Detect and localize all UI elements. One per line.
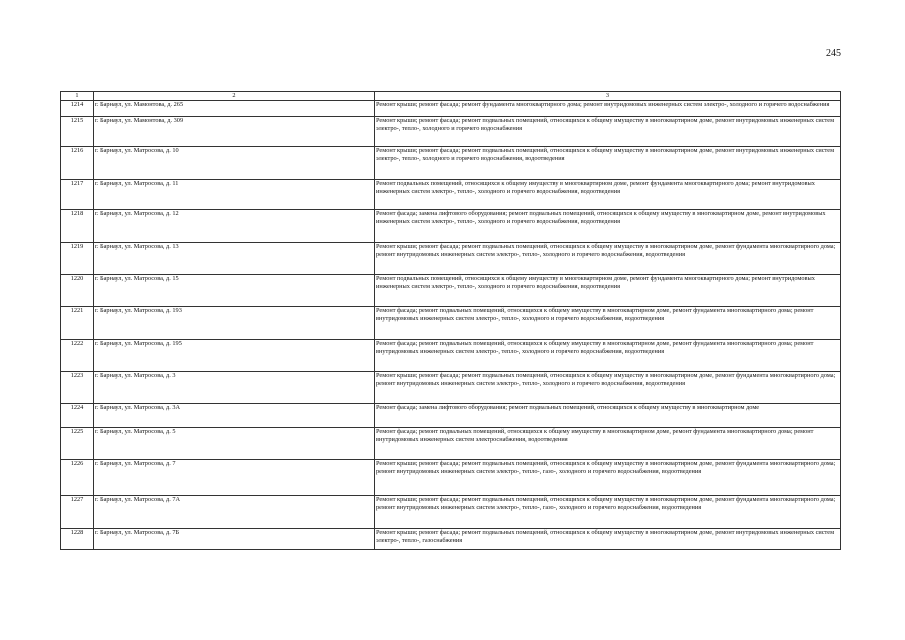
table-row xyxy=(61,460,841,496)
table-row xyxy=(61,307,841,340)
row-number: 1224 xyxy=(61,404,94,428)
table-row xyxy=(61,101,841,117)
row-works: Ремонт крыши; ремонт фасада; ремонт подвальных помещений, относящихся к общему имуществу в многоквартирном доме, ремонт фундамента многоквартирного дома; ремонт внутридомовых инженерных систем электро-, тепло-, газо-, холодного и горячего водоснабжения, водоотведения xyxy=(375,460,841,496)
row-works: Ремонт фасада; ремонт подвальных помещений, относящихся к общему имуществу в многоквартирном доме, ремонт фундамента многоквартирного дома; ремонт внутридомовых инженерных систем электро-, тепло-, холодного и горячего водоснабжения, водоотведения xyxy=(375,307,841,340)
row-address: г. Барнаул, ул. Мамонтова, д. 309 xyxy=(94,117,375,147)
row-number: 1222 xyxy=(61,340,94,372)
row-address: г. Барнаул, ул. Матросова, д. 5 xyxy=(94,428,375,460)
table-header-row xyxy=(61,92,841,101)
table-row xyxy=(61,275,841,307)
row-address: г. Барнаул, ул. Матросова, д. 12 xyxy=(94,210,375,243)
row-works: Ремонт крыши; ремонт фасада; ремонт подвальных помещений, относящихся к общему имуществу в многоквартирном доме, ремонт внутридомовых инженерных систем электро-, тепло-, холодного и горячего водоснабжения, водоотведения xyxy=(375,147,841,180)
row-number: 1225 xyxy=(61,428,94,460)
row-works: Ремонт подвальных помещений, относящихся к общему имуществу в многоквартирном доме, ремонт фундамента многоквартирного дома; ремонт внутридомовых инженерных систем электро-, тепло-, холодного и горячего водоснабжения, водоотведения xyxy=(375,275,841,307)
row-address: г. Барнаул, ул. Матросова, д. 15 xyxy=(94,275,375,307)
table-row xyxy=(61,210,841,243)
table-row xyxy=(61,496,841,529)
row-works: Ремонт крыши; ремонт фасада; ремонт подвальных помещений, относящихся к общему имуществу в многоквартирном доме, ремонт внутридомовых инженерных систем электро-, тепло-, холодного и горячего водоснабжения xyxy=(375,117,841,147)
row-works: Ремонт фасада; ремонт подвальных помещений, относящихся к общему имуществу в многоквартирном доме, ремонт фундамента многоквартирного дома; ремонт внутридомовых инженерных систем электроснабжения, водоотведения xyxy=(375,428,841,460)
table-row xyxy=(61,117,841,147)
row-address: г. Барнаул, ул. Матросова, д. 7 xyxy=(94,460,375,496)
row-address: г. Барнаул, ул. Матросова, д. 13 xyxy=(94,243,375,275)
table-row xyxy=(61,372,841,404)
row-number: 1214 xyxy=(61,101,94,117)
row-number: 1220 xyxy=(61,275,94,307)
row-address: г. Барнаул, ул. Матросова, д. 7А xyxy=(94,496,375,529)
row-works: Ремонт фасада; ремонт подвальных помещений, относящихся к общему имуществу в многоквартирном доме, ремонт фундамента многоквартирного дома; ремонт внутридомовых инженерных систем электро-, тепло-, холодного и горячего водоснабжения, водоотведения xyxy=(375,340,841,372)
page-number: 245 xyxy=(826,48,841,59)
row-address: г. Барнаул, ул. Мамонтова, д. 265 xyxy=(94,101,375,117)
row-number: 1226 xyxy=(61,460,94,496)
table-row xyxy=(61,180,841,210)
row-works: Ремонт крыши; ремонт фасада; ремонт подвальных помещений, относящихся к общему имуществу в многоквартирном доме, ремонт внутридомовых инженерных систем электро-, тепло-, газоснабжения xyxy=(375,529,841,550)
row-works: Ремонт крыши; ремонт фасада; ремонт подвальных помещений, относящихся к общему имуществу в многоквартирном доме, ремонт фундамента многоквартирного дома; ремонт внутридомовых инженерных систем электро-, тепло-, газо-, холодного и горячего водоснабжения, водоотведения xyxy=(375,496,841,529)
row-number: 1216 xyxy=(61,147,94,180)
row-works: Ремонт фасада; замена лифтового оборудования; ремонт подвальных помещений, относящихся к общему имуществу в многоквартирном доме, ремонт внутридомовых инженерных систем электро-, тепло-, холодного и горячего водоснабжения, водоотведения xyxy=(375,210,841,243)
row-works: Ремонт крыши; ремонт фасада; ремонт подвальных помещений, относящихся к общему имуществу в многоквартирном доме, ремонт фундамента многоквартирного дома; ремонт внутридомовых инженерных систем электро-, тепло-, холодного и горячего водоснабжения, водоотведения xyxy=(375,243,841,275)
row-address: г. Барнаул, ул. Матросова, д. 7Б xyxy=(94,529,375,550)
table-row xyxy=(61,529,841,550)
row-works: Ремонт подвальных помещений, относящихся к общему имуществу в многоквартирном доме, ремонт фундамента многоквартирного дома; ремонт внутридомовых инженерных систем электро-, тепло-, холодного и горячего водоснабжения, водоотведения xyxy=(375,180,841,210)
registry-table xyxy=(60,91,841,550)
column-header-3: 3 xyxy=(375,92,841,101)
row-works: Ремонт крыши; ремонт фасада; ремонт фундамента многоквартирного дома; ремонт внутридомовых инженерных систем электро-, холодного и горячего водоснабжения xyxy=(375,101,841,117)
row-number: 1228 xyxy=(61,529,94,550)
row-number: 1218 xyxy=(61,210,94,243)
row-works: Ремонт фасада; замена лифтового оборудования; ремонт подвальных помещений, относящихся к общему имуществу в многоквартирном доме xyxy=(375,404,841,428)
table-row xyxy=(61,428,841,460)
row-address: г. Барнаул, ул. Матросова, д. 193 xyxy=(94,307,375,340)
row-number: 1221 xyxy=(61,307,94,340)
row-address: г. Барнаул, ул. Матросова, д. 3 xyxy=(94,372,375,404)
column-header-2: 2 xyxy=(94,92,375,101)
table-row xyxy=(61,147,841,180)
table-row xyxy=(61,404,841,428)
row-number: 1215 xyxy=(61,117,94,147)
row-address: г. Барнаул, ул. Матросова, д. 10 xyxy=(94,147,375,180)
row-number: 1223 xyxy=(61,372,94,404)
row-number: 1217 xyxy=(61,180,94,210)
table-row xyxy=(61,340,841,372)
table-row xyxy=(61,243,841,275)
row-number: 1227 xyxy=(61,496,94,529)
row-number: 1219 xyxy=(61,243,94,275)
row-works: Ремонт крыши; ремонт фасада; ремонт подвальных помещений, относящихся к общему имуществу в многоквартирном доме, ремонт фундамента многоквартирного дома; ремонт внутридомовых инженерных систем электро-, тепло-, холодного и горячего водоснабжения, водоотведения xyxy=(375,372,841,404)
row-address: г. Барнаул, ул. Матросова, д. 195 xyxy=(94,340,375,372)
row-address: г. Барнаул, ул. Матросова, д. 11 xyxy=(94,180,375,210)
column-header-1: 1 xyxy=(61,92,94,101)
registry-table-body xyxy=(61,92,841,550)
row-address: г. Барнаул, ул. Матросова, д. 3А xyxy=(94,404,375,428)
